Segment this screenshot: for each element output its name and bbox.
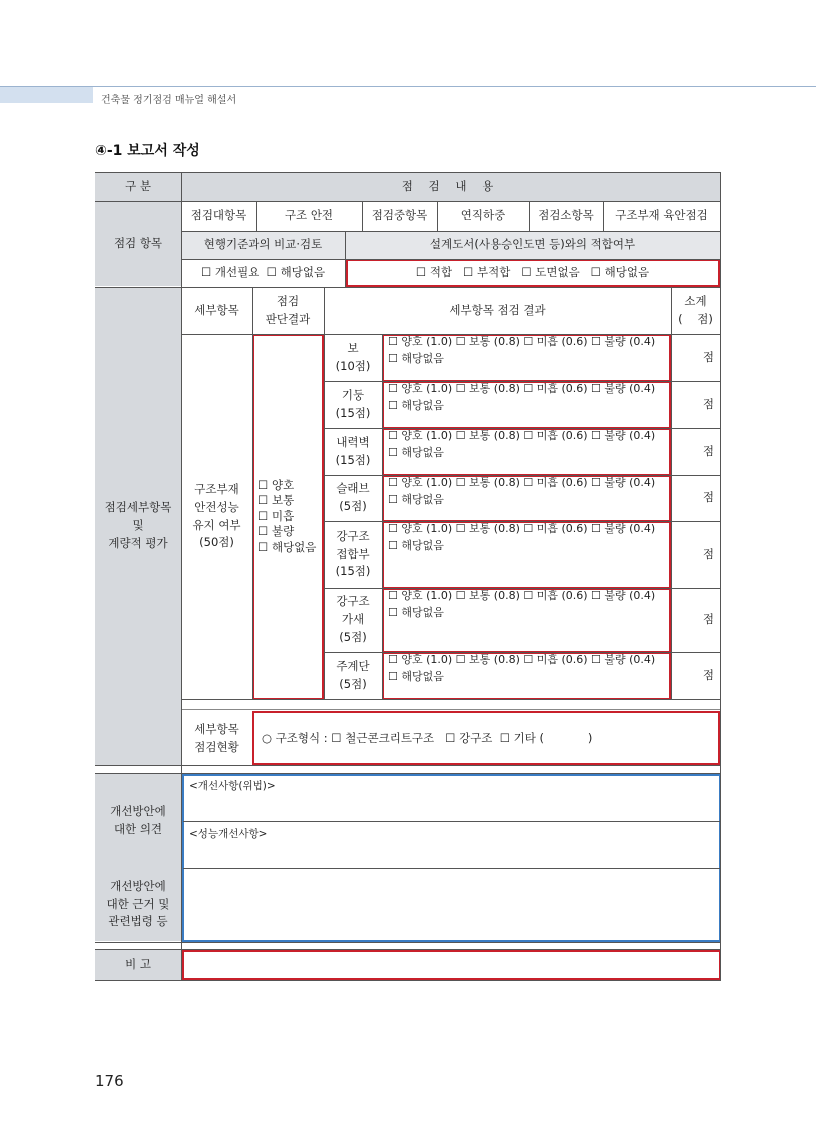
grid-line [437,201,438,231]
member-name: 슬래브 [336,481,370,496]
grid-line [95,201,721,202]
improvement-label-line2: 대한 의견 [113,822,163,836]
sub-item-header: 세부항목 [194,302,239,317]
member-subtotal[interactable]: 점 [702,612,714,627]
member-name-cell [324,588,382,652]
grid-line [324,428,721,429]
grid-line [324,521,721,522]
grid-line [95,942,721,943]
result-header: 세부항목 점검 결과 [449,302,546,317]
grid-line [256,201,257,231]
grade-na-option[interactable]: ☐ 해당없음 [388,538,444,552]
conform-options-highlight [346,259,720,287]
minor-item-value: 구조부재 육안점검 [615,208,708,223]
member-subtotal[interactable]: 점 [702,667,714,682]
grade-options-highlight [382,475,671,522]
grade-options[interactable]: ☐ 양호 (1.0) ☐ 보통 (0.8) ☐ 미흡 (0.6) ☐ 불량 (0.4) [388,589,656,602]
member-name: 보 [347,340,359,355]
header-content: 점 검 내 용 [181,173,720,201]
performance-note: <성능개선사항> [189,828,268,840]
conform-label: 설계도서(사용승인도면 등)와의 적합여부 [345,231,720,259]
member-subtotal[interactable]: 점 [702,490,714,505]
grid-line [181,259,721,260]
grid-line [362,201,363,231]
member-name: 강구조 가새 [336,594,370,627]
member-subtotal[interactable]: 점 [702,546,714,561]
grid-line [95,765,721,766]
improvement-divider [183,821,720,822]
header-rule [0,86,816,87]
detail-section-label [95,287,181,765]
group-line4: (50점) [199,535,234,550]
improvement-input-area[interactable] [182,774,721,942]
structure-type-options[interactable]: ○ 구조형식 : ☐ 철근콘크리트구조 ☐ 강구조 ☐ 기타 ( ) [262,730,593,745]
major-item-value: 구조 안전 [284,208,334,223]
grade-options-highlight [382,521,671,589]
judge-option-good[interactable]: ☐ 양호 [258,477,295,492]
subtotal-header [671,287,720,334]
section-title: ④-1 보고서 작성 [95,143,200,159]
basis-label-line1: 개선방안에 [110,878,166,893]
violation-note: <개선사항(위법)> [189,780,276,792]
grid-line [181,699,721,700]
page-number: 176 [95,1072,124,1090]
member-subtotal[interactable]: 점 [702,396,714,411]
header-category: 구 분 [95,173,181,201]
member-name-cell [324,652,382,699]
grade-options[interactable]: ☐ 양호 (1.0) ☐ 보통 (0.8) ☐ 미흡 (0.6) ☐ 불량 (0.4) [388,653,656,666]
structural-group-label [181,334,252,699]
grid-line [95,980,721,981]
running-title: 건축물 정기점검 매뉴얼 해설서 [101,95,237,106]
grid-line [603,201,604,231]
member-points: (5점) [339,499,367,513]
grid-line [720,172,721,981]
grid-line [529,201,530,231]
subtotal-header-line2: ( 점) [678,311,713,326]
grade-na-option[interactable]: ☐ 해당없음 [388,605,444,619]
status-label-line1: 세부항목 [194,721,239,736]
grid-line [252,287,253,699]
grade-options-highlight [382,428,671,476]
compare-label: 현행기준과의 비교·검토 [181,231,345,259]
remarks-label: 비 고 [95,950,181,980]
group-line3: 유지 여부 [192,517,241,532]
judge-option-insufficient[interactable]: ☐ 미흡 [258,508,295,523]
member-points: (15점) [335,405,371,420]
basis-label-line2: 대한 근거 및 [106,896,170,911]
grade-options-highlight [382,381,671,429]
improvement-label-line1: 개선방안에 [110,804,166,819]
member-subtotal[interactable]: 점 [702,443,714,458]
status-label [181,712,252,765]
judge-option-normal[interactable]: ☐ 보통 [258,493,295,508]
grade-options-highlight [382,588,671,653]
member-name: 기둥 [341,387,365,402]
member-points: (10점) [335,358,371,373]
remarks-input[interactable] [182,950,721,980]
member-points: (15점) [335,452,371,467]
grade-options[interactable]: ☐ 양호 (1.0) ☐ 보통 (0.8) ☐ 미흡 (0.6) ☐ 불량 (0.4) [388,429,656,442]
compare-options[interactable]: ☐ 개선필요 ☐ 해당없음 [200,264,326,279]
status-label-line2: 점검현황 [194,739,239,754]
grid-line [181,172,182,981]
grid-line [324,287,325,699]
grid-line [382,334,383,699]
judge-header-line2: 판단결과 [265,311,311,326]
judge-header-line1: 점검 [276,293,300,308]
structure-type-highlight [252,711,720,765]
conform-options[interactable]: ☐ 적합 ☐ 부적합 ☐ 도면없음 ☐ 해당없음 [415,264,650,279]
judge-options-highlight [252,334,324,700]
grid-line [95,949,721,950]
grid-line [324,381,721,382]
grade-options[interactable]: ☐ 양호 (1.0) ☐ 보통 (0.8) ☐ 미흡 (0.6) ☐ 불량 (0.4) [388,335,656,348]
grid-line [95,773,721,774]
basis-divider [183,868,720,869]
grade-options[interactable]: ☐ 양호 (1.0) ☐ 보통 (0.8) ☐ 미흡 (0.6) ☐ 불량 (0.4) [388,382,656,395]
grid-line [324,652,721,653]
grade-options-highlight [382,652,671,700]
judge-option-poor[interactable]: ☐ 불량 [258,524,295,539]
member-points: (5점) [339,676,367,691]
header-accent-tab [0,86,93,103]
member-subtotal[interactable]: 점 [702,349,714,364]
grid-line [324,588,721,589]
grade-na-option[interactable]: ☐ 해당없음 [388,351,444,365]
detail-label-line2: 및 [132,518,144,533]
grid-line [324,475,721,476]
inspection-item-label: 점검 항목 [95,201,181,286]
grid-line [181,231,721,232]
major-item-label: 점검대항목 [190,208,247,223]
grid-line [181,709,721,710]
grid-line [95,287,721,288]
grade-options-highlight [382,334,671,382]
grid-line [181,334,721,335]
grade-na-option[interactable]: ☐ 해당없음 [388,669,444,683]
member-name: 내력벽 [336,434,370,449]
member-name-cell [324,521,382,588]
mid-item-value: 연직하중 [460,208,506,223]
subtotal-header-line1: 소계 [684,293,707,308]
judge-option-na[interactable]: ☐ 해당없음 [258,539,317,554]
grid-line [671,287,672,699]
group-line1: 구조부재 [194,481,239,496]
member-name-cell [324,334,382,381]
detail-label-line3: 계량적 평가 [108,535,168,550]
basis-label-line3: 관련법령 등 [108,914,168,929]
grade-options[interactable]: ☐ 양호 (1.0) ☐ 보통 (0.8) ☐ 미흡 (0.6) ☐ 불량 (0.4) [388,522,656,535]
grade-options[interactable]: ☐ 양호 (1.0) ☐ 보통 (0.8) ☐ 미흡 (0.6) ☐ 불량 (0.4) [388,476,656,489]
member-points: (15점) [335,564,371,579]
grid-line [345,231,346,287]
grid-line [95,172,721,173]
member-name-cell [324,381,382,428]
member-points: (5점) [339,629,367,644]
group-line2: 안전성능 [194,499,239,514]
mid-item-label: 점검중항목 [371,208,428,223]
basis-label [95,868,181,941]
grade-na-option[interactable]: ☐ 해당없음 [388,492,444,506]
judge-header [252,287,324,334]
member-name-cell [324,428,382,475]
improvement-label [95,774,181,868]
member-name: 주계단 [336,658,370,673]
minor-item-label: 점검소항목 [538,208,594,223]
member-name: 강구조 접합부 [336,528,370,561]
grade-na-option[interactable]: ☐ 해당없음 [388,398,444,412]
member-name-cell [324,475,382,521]
detail-label-line1: 점검세부항목 [104,500,172,515]
grade-na-option[interactable]: ☐ 해당없음 [388,445,444,459]
